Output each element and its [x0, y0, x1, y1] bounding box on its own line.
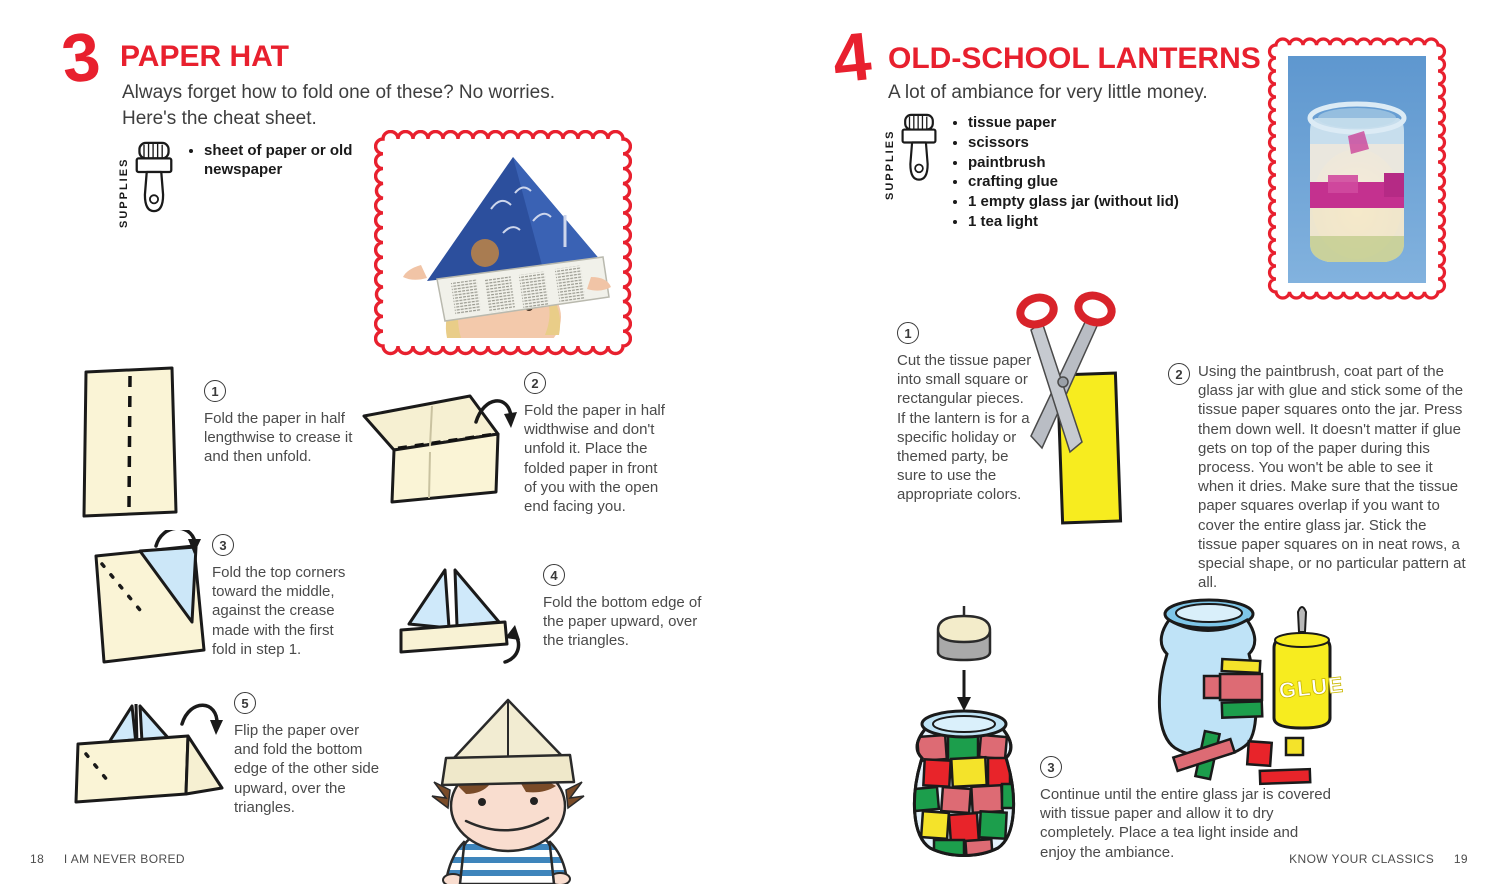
- chapter-name: KNOW YOUR CLASSICS: [1289, 852, 1435, 866]
- supplies-left: [118, 140, 364, 229]
- step-number: 2: [524, 372, 546, 394]
- step-text: Fold the paper in half lengthwise to crease it and then unfold.: [204, 410, 353, 466]
- page-number-left: 18: [30, 852, 45, 866]
- step5-paper-illustration: [70, 692, 232, 821]
- paper-hat-photo-frame: [374, 130, 632, 357]
- step-number: 2: [1168, 363, 1190, 385]
- boy-with-paper-hat-illustration: [402, 694, 617, 889]
- supplies-right: [884, 112, 1208, 233]
- step-number: 3: [212, 534, 234, 556]
- step-4-left: [543, 564, 703, 651]
- supplies-label-left: SUPPLIES: [118, 157, 130, 228]
- step-1-left: [204, 380, 356, 467]
- book-title: I AM NEVER BORED: [63, 852, 185, 866]
- step-number: 3: [1040, 756, 1062, 778]
- step3-paper-illustration: [82, 530, 214, 677]
- intro-left-line1: Always forget how to fold one of these? No worries.: [122, 82, 556, 103]
- step-text: Flip the paper over and fold the bottom edge of the other side upward, over the triangles.: [234, 722, 380, 816]
- intro-right: A lot of ambiance for very little money.: [888, 82, 1208, 103]
- supply-item: • paintbrush: [968, 154, 1208, 173]
- supply-item: • tissue paper: [968, 114, 1208, 133]
- scissors-cutting-tissue-illustration: [1008, 290, 1128, 530]
- paper-hat-photo: [395, 149, 611, 343]
- supply-item: • 1 empty glass jar (without lid): [968, 193, 1208, 212]
- supplies-list-left: [184, 142, 364, 181]
- step-text: Fold the bottom edge of the paper upward, over the triangles.: [543, 594, 702, 650]
- glue-bottle-label: GLUE: [1277, 671, 1346, 704]
- step1-paper-illustration: [74, 362, 186, 527]
- page-title-left: PAPER HAT: [120, 40, 289, 73]
- step-3-right: [1040, 756, 1340, 862]
- step-text: Fold the paper in half widthwise and don't unfold it. Place the folded paper in front of you with the open end facing you.: [524, 402, 665, 515]
- footer-right: [1170, 852, 1468, 866]
- chapter-number-right: 4: [829, 18, 873, 98]
- supply-item: • sheet of paper or old newspaper: [204, 142, 364, 180]
- tea-light-into-jar-illustration: [900, 600, 1030, 867]
- intro-left-line2: Here's the cheat sheet.: [122, 108, 317, 130]
- supplies-label-right: SUPPLIES: [884, 129, 896, 200]
- supplies-list-right: [948, 114, 1208, 233]
- step-number: 4: [543, 564, 565, 586]
- paintbrush-icon: [900, 112, 938, 197]
- step-number: 5: [234, 692, 256, 714]
- step-5-left: [234, 692, 386, 817]
- page-title-right: OLD-SCHOOL LANTERNS: [888, 42, 1261, 75]
- step-2-right: [1168, 362, 1468, 592]
- step-number: 1: [204, 380, 226, 402]
- step-text: Cut the tissue paper into small square or rectangular pieces. If the lantern is for a specific holiday or themed party, be sure to use the appropriate colors.: [897, 352, 1032, 504]
- page-number-right: 19: [1453, 852, 1468, 866]
- chapter-number-left: 3: [58, 18, 102, 98]
- supply-item: • scissors: [968, 134, 1208, 153]
- paintbrush-icon: [134, 140, 174, 229]
- step-number: 1: [897, 322, 919, 344]
- step-text: Using the paintbrush, coat part of the glass jar with glue and stick some of the tissue paper squares onto the jar. Press them down well. It doesn't matter if glue gets on top of the paper during this process. You won't be able to see it when it dries. Make sure that the tissue paper squares overlap if you want to cover the entire glass jar. Stick the tissue paper squares on in neat rows, a special shape, or no particular pattern at all.: [1198, 363, 1466, 592]
- step2-paper-illustration: [358, 388, 518, 513]
- step-text: Continue until the entire glass jar is covered with tissue paper and allow it to dry completely. Place a tea light inside and enjoy the ambiance.: [1040, 786, 1331, 861]
- footer-left: [30, 852, 185, 866]
- lantern-photo-frame: [1267, 36, 1447, 303]
- step-text: Fold the top corners toward the middle, against the crease made with the first fold in step 1.: [212, 564, 346, 658]
- supply-item: • crafting glue: [968, 173, 1208, 192]
- step4-paper-illustration: [393, 558, 525, 677]
- supply-item: • 1 tea light: [968, 213, 1208, 232]
- step-3-left: [212, 534, 362, 659]
- lantern-photo: [1288, 56, 1426, 288]
- step-2-left: [524, 372, 674, 516]
- intro-left: [122, 80, 592, 132]
